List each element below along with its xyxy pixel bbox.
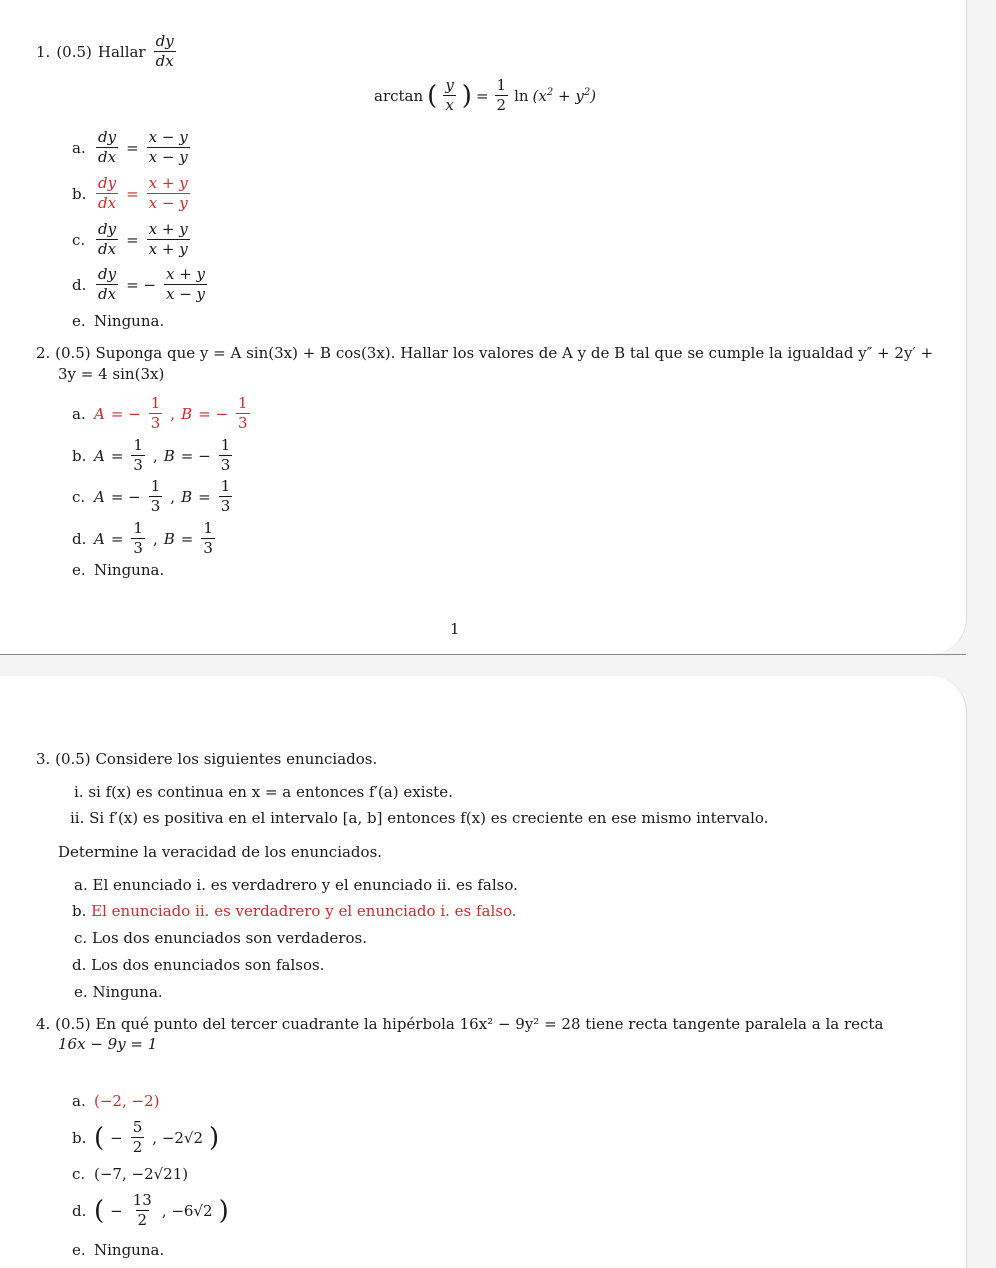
q2-option-d[interactable]: d. A = $\frac{1}{3}$ , B = $\frac{1}{3}$ — [72, 519, 213, 557]
q4-option-d[interactable]: d. ( − $\frac{13}{2}$ , −6√2 ) — [72, 1191, 229, 1229]
q1-option-c[interactable]: c. $\frac{dy}{dx}$ = $\frac{x + y}{x + y}$ — [72, 220, 188, 258]
q2-option-c[interactable]: c. A = − $\frac{1}{3}$ , B = $\frac{1}{3}$ — [72, 477, 231, 515]
q3-instruction: Determine la veracidad de los enunciados. — [58, 843, 383, 861]
q3-header: 3. (0.5) Considere los siguientes enunciados. — [36, 750, 378, 768]
q1-prompt: Hallar — [97, 42, 146, 61]
q3-option-b[interactable]: b. El enunciado ii. es verdadrero y el enunciado i. es falso. — [72, 902, 517, 920]
q1-option-a[interactable]: a. $\frac{dy}{dx}$ = $\frac{x - y}{x - y}$ — [72, 128, 188, 166]
q1-option-b[interactable]: b. $\frac{dy}{dx}$ = $\frac{x + y}{x - y}$ — [72, 174, 188, 212]
q1-option-e[interactable]: e. Ninguna. — [72, 312, 165, 330]
q3-option-a[interactable]: a. El enunciado i. es verdadrero y el enunciado ii. es falso. — [74, 876, 518, 894]
q2-option-e[interactable]: e. Ninguna. — [72, 561, 165, 579]
q2-option-b[interactable]: b. A = $\frac{1}{3}$ , B = − $\frac{1}{3}$ — [72, 436, 231, 474]
q4-option-c[interactable]: c. (−7, −2√21) — [72, 1165, 189, 1183]
q3-option-d[interactable]: d. Los dos enunciados son falsos. — [72, 956, 325, 974]
q1-header — [36, 34, 178, 69]
q4-option-e[interactable]: e. Ninguna. — [72, 1241, 165, 1259]
q4-line2: 16x − 9y = 1 — [58, 1035, 158, 1053]
q3-statement-i: i. si f(x) es continua en x = a entonces f′(a) existe. — [74, 783, 453, 801]
q4-line1: 4. (0.5) En qué punto del tercer cuadrante la hipérbola 16x² − 9y² = 28 tiene recta tangente paralela a la recta — [36, 1015, 884, 1033]
q3-option-e[interactable]: e. Ninguna. — [74, 983, 163, 1001]
q1-number: 1. — [36, 42, 51, 61]
page-number: 1 — [450, 620, 460, 638]
q3-statement-ii: ii. Si f′(x) es positiva en el intervalo [a, b] entonces f(x) es creciente en ese mismo intervalo. — [70, 809, 769, 827]
ln-label: ln — [514, 86, 529, 105]
q2-option-a[interactable]: a. A = − $\frac{1}{3}$ , B = − $\frac{1}{3}$ — [72, 394, 248, 432]
q2-line2: 3y = 4 sin(3x) — [58, 365, 165, 383]
arctan-label: arctan — [374, 86, 424, 105]
page-separator — [0, 654, 966, 655]
q4-option-b[interactable]: b. ( − $\frac{5}{2}$ , −2√2 ) — [72, 1118, 220, 1156]
q4-option-a[interactable]: a. (−2, −2) — [72, 1092, 160, 1110]
q1-points: (0.5) — [56, 42, 92, 61]
q2-line1: 2. (0.5) Suponga que y = A sin(3x) + B cos(3x). Hallar los valores de A y de B tal que se cumple la igualdad y″ + 2y′ + — [36, 344, 934, 362]
q1-equation: arctan ( $\frac{y}{x}$ ) = $\frac{1}{2}$ ln $(x^2 + y^2)$ — [374, 76, 597, 114]
q1-option-d[interactable]: d. $\frac{dy}{dx}$ = − $\frac{x + y}{x - y}$ — [72, 265, 206, 303]
q3-option-c[interactable]: c. Los dos enunciados son verdaderos. — [74, 929, 367, 947]
q1-dydx: $\frac{dy}{dx}$ — [155, 32, 174, 70]
